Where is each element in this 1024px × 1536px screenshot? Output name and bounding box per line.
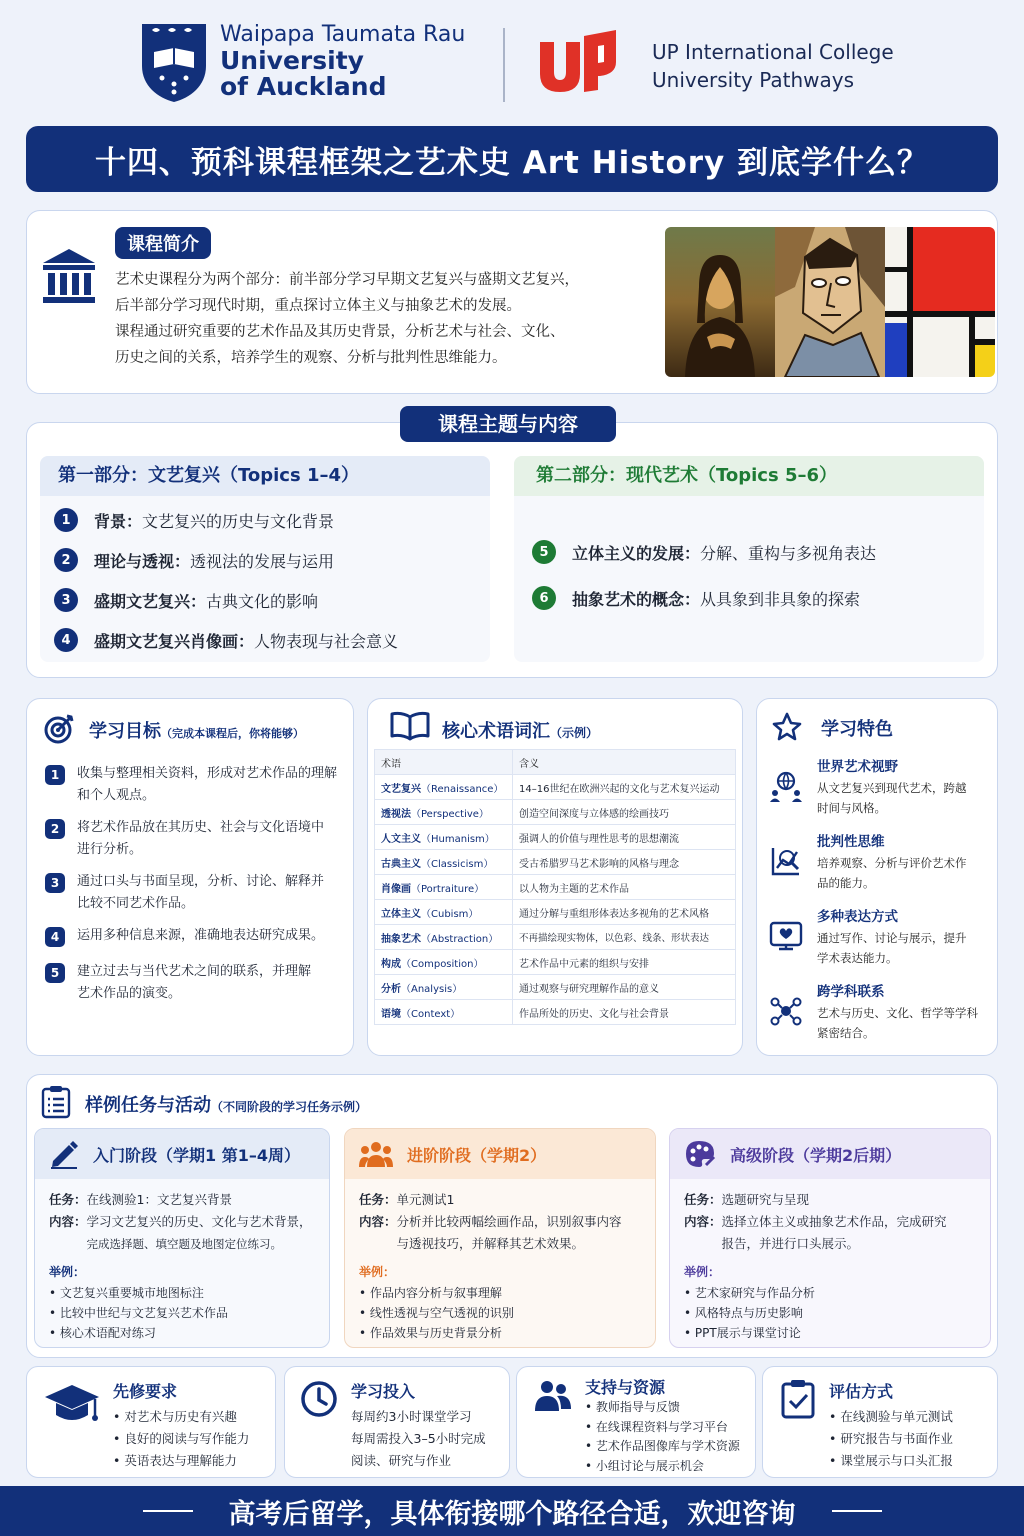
globe-people-icon (769, 769, 803, 803)
list-item: • 研究报告与书面作业 (829, 1428, 953, 1450)
open-book-icon (390, 711, 430, 741)
topic-item-6: 6 抽象艺术的概念： 从具象到非具象的探索 (532, 586, 984, 610)
mona-lisa-painting (665, 227, 775, 377)
intro-card (26, 210, 998, 394)
workload-title: 学习投入 (351, 1382, 416, 1401)
part1-title: 第一部分：文艺复兴（Topics 1–4） (40, 456, 490, 496)
museum-icon (41, 247, 97, 305)
goal-item-4: 4 运用多种信息来源，准确地表达研究成果。 (45, 925, 345, 947)
table-row: 语境（Context） 作品所处的历史、文化与社会背景 (375, 1000, 736, 1025)
table-row: 文艺复兴（Renaissance） 14–16世纪在欧洲兴起的文化与艺术复兴运动 (375, 775, 736, 800)
graduation-cap-icon (43, 1383, 101, 1427)
list-item: • 艺术家研究与作品分析 (684, 1283, 976, 1303)
tasks-title: 样例任务与活动 (85, 1095, 211, 1116)
pencil-icon (49, 1139, 79, 1169)
topic-item-1: 1 背景： 文艺复兴的历史与文化背景 (54, 508, 490, 532)
goal-item-5: 5 建立过去与当代艺术之间的联系，并理解 艺术作品的演变。 (45, 961, 345, 1005)
upic-name-line1: UP International College (652, 40, 894, 64)
presentation-icon (769, 919, 803, 953)
goals-subtitle: （完成本课程后，你将能够） (161, 727, 304, 740)
glossary-card (367, 698, 743, 1056)
table-row: 肖像画（Portraiture） 以人物为主题的艺术作品 (375, 875, 736, 900)
interdisciplinary-icon (769, 994, 803, 1028)
upic-name-line2: University Pathways (652, 68, 855, 92)
palette-icon (684, 1139, 716, 1169)
stage-advanced-title: 高级阶段（学期2后期） (730, 1145, 902, 1165)
feature-item-4: 跨学科联系 艺术与历史、文化、哲学等学科 紧密结合。 (769, 980, 991, 1043)
prereq-card (26, 1366, 276, 1478)
topic-item-3: 3 盛期文艺复兴： 古典文化的影响 (54, 588, 490, 612)
table-row: 抽象艺术（Abstraction） 不再描绘现实物体，以色彩、线条、形状表达 (375, 925, 736, 950)
up-logo (538, 28, 618, 94)
support-title: 支持与资源 (585, 1378, 666, 1397)
list-item: • 在线课程资料与学习平台 (585, 1418, 740, 1438)
stage-intermediate: 进阶阶段（学期2） 任务：单元测试1 内容： 分析并比较两幅绘画作品，识别叙事内容 与透视技巧，并解释其艺术效果。 举例： • 作品内容分析与叙事理解 • 线性透视与空气透视的识别 • 作品效果与历史背景分析 (344, 1128, 656, 1348)
table-row: 立体主义（Cubism） 通过分解与重组形体表达多视角的艺术风格 (375, 900, 736, 925)
list-item: • PPT展示与课堂讨论 (684, 1323, 976, 1343)
table-row: 构成（Composition） 艺术作品中元素的组织与安排 (375, 950, 736, 975)
list-item: • 对艺术与历史有兴趣 (113, 1406, 249, 1428)
assessment-card (762, 1366, 998, 1478)
list-item: • 在线测验与单元测试 (829, 1406, 953, 1428)
footer-text: 高考后留学，具体衔接哪个路径合适，欢迎咨询 (228, 1498, 796, 1530)
clipboard-list-icon (41, 1085, 71, 1119)
glossary-title: 核心术语词汇 (442, 721, 550, 742)
list-item: • 教师指导与反馈 (585, 1398, 740, 1418)
list-item: • 线性透视与空气透视的识别 (359, 1303, 641, 1323)
feature-item-2: 批判性思维 培养观察、分析与评价艺术作 品的能力。 (769, 830, 991, 893)
uoa-crest (140, 22, 208, 104)
cubist-portrait-painting (775, 227, 885, 377)
mondrian-composition-painting (885, 227, 995, 377)
features-title: 学习特色 (821, 719, 893, 740)
support-card (516, 1366, 756, 1478)
goal-item-1: 1 收集与整理相关资料，形成对艺术作品的理解 和个人观点。 (45, 763, 345, 807)
topic-item-2: 2 理论与透视： 透视法的发展与运用 (54, 548, 490, 572)
footer-banner (0, 1486, 1024, 1536)
team-icon (533, 1379, 573, 1413)
intro-label: 课程简介 (115, 227, 211, 259)
list-item: • 艺术作品图像库与学术资源 (585, 1437, 740, 1457)
clock-icon (299, 1379, 339, 1419)
header-divider (503, 28, 505, 102)
glossary-header-row: 术语 含义 (375, 750, 736, 775)
feature-item-1: 世界艺术视野 从文艺复兴到现代艺术，跨越 时间与风格。 (769, 755, 991, 818)
list-item: • 文艺复兴重要城市地图标注 (49, 1283, 315, 1303)
glossary-table (374, 749, 736, 1025)
list-item: • 英语表达与理解能力 (113, 1450, 249, 1472)
part2-panel (514, 456, 984, 662)
table-row: 人文主义（Humanism） 强调人的价值与理性思考的思想潮流 (375, 825, 736, 850)
intro-line-4: 历史之间的关系，培养学生的观察、分析与批判性思维能力。 (115, 350, 507, 366)
stage-beginner: 入门阶段（学期1 第1–4周） 任务：在线测验1：文艺复兴背景 内容： 学习文艺复兴的历史、文化与艺术背景， 完成选择题、填空题及地图定位练习。 举例： • 文艺复兴重要城市地图标注 • 比较中世纪与文艺复兴艺术作品 • 核心术语配对练习 (34, 1128, 330, 1348)
intro-line-3: 课程通过研究重要的艺术作品及其历史背景，分析艺术与社会、文化、 (115, 324, 565, 340)
analysis-chart-icon (769, 844, 803, 878)
glossary-subtitle: （示例） (550, 726, 599, 740)
features-card (756, 698, 998, 1056)
list-item: • 作品效果与历史背景分析 (359, 1323, 641, 1343)
footer-dash-left (143, 1510, 193, 1512)
goal-item-3: 3 通过口头与书面呈现，分析、讨论、解释并 比较不同艺术作品。 (45, 871, 345, 915)
goals-title: 学习目标 (89, 721, 161, 742)
part2-title: 第二部分：现代艺术（Topics 5–6） (514, 456, 984, 496)
table-row: 透视法（Perspective） 创造空间深度与立体感的绘画技巧 (375, 800, 736, 825)
list-item: • 小组讨论与展示机会 (585, 1457, 740, 1477)
checklist-clipboard-icon (781, 1379, 815, 1419)
workload-card: 学习投入 每周约3小时课堂学习 每周需投入3–5小时完成 阅读、研究与作业 (284, 1366, 510, 1478)
stage-advanced: 高级阶段（学期2后期） 任务：选题研究与呈现 内容： 选择立体主义或抽象艺术作品，完成研究 报告，并进行口头展示。 举例： • 艺术家研究与作品分析 • 风格特点与历史影响 • PPT展示与课堂讨论 (669, 1128, 991, 1348)
page-title: 十四、预科课程框架之艺术史 Art History 到底学什么？ (26, 126, 998, 192)
topic-item-4: 4 盛期文艺复兴肖像画： 人物表现与社会意义 (54, 628, 490, 652)
list-item: • 核心术语配对练习 (49, 1323, 315, 1343)
star-icon (771, 711, 803, 743)
feature-item-3: 多种表达方式 通过写作、讨论与展示，提升 学术表达能力。 (769, 905, 991, 968)
table-row: 分析（Analysis） 通过观察与研究理解作品的意义 (375, 975, 736, 1000)
list-item: • 作品内容分析与叙事理解 (359, 1283, 641, 1303)
list-item: • 课堂展示与口头汇报 (829, 1450, 953, 1472)
target-icon (43, 713, 75, 745)
prereq-title: 先修要求 (113, 1382, 178, 1401)
part1-panel (40, 456, 490, 662)
uoa-name-line1: Waipapa Taumata Rau (220, 22, 466, 47)
tasks-subtitle: （不同阶段的学习任务示例） (211, 1100, 368, 1114)
list-item: • 比较中世纪与文艺复兴艺术作品 (49, 1303, 315, 1323)
assessment-title: 评估方式 (829, 1382, 894, 1401)
goal-item-2: 2 将艺术作品放在其历史、社会与文化语境中 进行分析。 (45, 817, 345, 861)
goals-card (26, 698, 354, 1056)
stage-beginner-title: 入门阶段（学期1 第1–4周） (93, 1145, 300, 1165)
intro-line-1: 艺术史课程分为两个部分：前半部分学习早期文艺复兴与盛期文艺复兴， (115, 272, 579, 288)
stage-intermediate-title: 进阶阶段（学期2） (407, 1145, 547, 1165)
uoa-name-line2: University (220, 46, 364, 75)
group-people-icon (359, 1139, 393, 1169)
topics-label: 课程主题与内容 (400, 406, 616, 442)
list-item: • 良好的阅读与写作能力 (113, 1428, 249, 1450)
uoa-name-line3: of Auckland (220, 72, 387, 101)
table-row: 古典主义（Classicism） 受古希腊罗马艺术影响的风格与理念 (375, 850, 736, 875)
footer-dash-right (832, 1510, 882, 1512)
list-item: • 风格特点与历史影响 (684, 1303, 976, 1323)
topic-item-5: 5 立体主义的发展： 分解、重构与多视角表达 (532, 540, 984, 564)
intro-line-2: 后半部分学习现代时期，重点探讨立体主义与抽象艺术的发展。 (115, 298, 521, 314)
